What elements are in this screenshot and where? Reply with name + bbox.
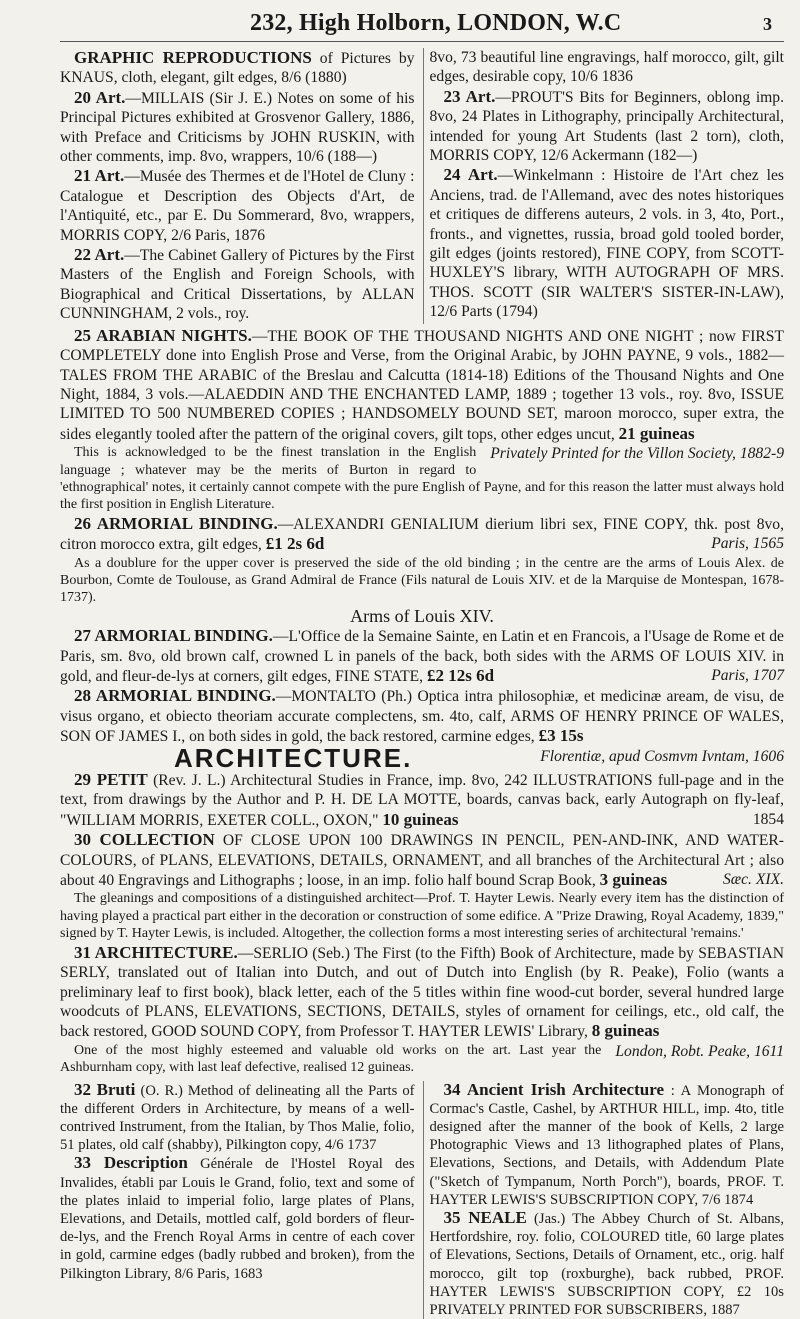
entry-price: 8 guineas (591, 1021, 660, 1041)
entry-text: —Musée des Thermes et de l'Hotel de Cluny : Catalogue et Description des Objects d'Art, de l'Antiquité, etc., par E. Du Sommerard, 8vo, wrappers, MORRIS COPY, 2/6 Paris, 1876 (60, 168, 415, 244)
entry-text: : A Monograph of Cormac's Castle, Cashel, by ARTHUR HILL, imp. 4to, title designed after the manner of the book of Kells, 2 large Photographic Views and 13 lithographed plates of Plans, Elevations, Sections, and Details, with Addendum Plate ("Sketch of Tympanum, North Porch"), boards, PROF. T. HAYTER LEWIS'S SUBSCRIPTION COPY, 7/6 1874 (429, 1082, 784, 1208)
entry-25-note: This is acknowledged to be the finest translation in the English language ; whatever may be the merits of Burton in regard to 'ethnographical' notes, it certainly cannot compete with the pure English of Payne, and for this reason the latter must always hold the first position in English Literature. (60, 445, 784, 513)
entry-imprint: Florentiæ, apud Cosmvm Ivntam, 1606 (540, 747, 784, 765)
entry-price: 21 guineas (618, 423, 695, 443)
entry-30 (60, 830, 784, 890)
right-column-bottom (423, 1081, 785, 1319)
entry-text: of Pictures by KNAUS, cloth, elegant, gilt edges, 8/6 (1880) (60, 50, 415, 87)
entry-lead: 26 ARMORIAL BINDING. (74, 513, 278, 533)
right-column-top (423, 48, 785, 324)
entry-price: 10 guineas (382, 809, 459, 829)
entry-text: —MONTALTO (Ph.) Optica intra philosophiæ, et medicinæ aream, de visu, de visus organo, et obiecto theoriam accurate complectens, sm. 4to, calf, ARMS OF HENRY PRINCE OF WALES, SON OF JAMES I., on both sides in gold, the back restored, carmine edges, (60, 688, 784, 746)
entry-23 (430, 87, 785, 166)
entry-lead: 27 ARMORIAL BINDING. (74, 626, 273, 646)
arms-caption: Arms of Louis XIV. (350, 605, 494, 626)
entry-imprint: Paris, 1565 (711, 535, 784, 553)
left-column-top (60, 48, 415, 324)
entry-31-note: One of the most highly esteemed and valuable old works on the art. Last year the Ashburnham copy, with last leaf defective, realised 12 guineas. (60, 1042, 602, 1076)
entry-21 (60, 166, 415, 245)
entry-text: (Jas.) The Abbey Church of St. Albans, Hertfordshire, roy. folio, COLOURED title, 60 large plates of Elevations, Sections, Details of Ornament, etc., orig. half morocco, gilt top (roxburghe), back rubbed, PROF. HAYTER LEWIS'S SUBSCRIPTION COPY, £2 10s PRIVATELY PRINTED FOR SUBSCRIBERS, 1887 (429, 1210, 784, 1318)
entry-25 (60, 325, 784, 463)
entry-text: —PROUT'S Bits for Beginners, oblong imp. 8vo, 24 Plates in Lithography, principally Architectural, intended for young Art Students (last 2 torn), cloth, MORRIS COPY, 12/6 Ackermann (182—) (429, 88, 785, 165)
entry-33 (60, 1154, 415, 1282)
entry-24 (430, 165, 785, 321)
full-width-entries (60, 326, 784, 1077)
entry-lead: 20 Art. (74, 87, 126, 107)
entry-lead: GRAPHIC REPRODUCTIONS (74, 48, 312, 67)
entry-lead: 32 Bruti (74, 1079, 136, 1099)
entry-text: —SERLIO (Seb.) The First (to the Fifth) Book of Architecture, made by SEBASTIAN SERLY, translated out of Italian into Dutch, and out of Dutch into English (by R. Peake), Folio (wants a preliminary leaf to first book), black letter, each of the 5 titles within fine wood-cut border, several hundred large woodcuts of PLANS, ELEVATIONS, SECTIONS, DETAILS, styles of ornament for ceilings, etc., old calf, the back restored, GOOD SOUND COPY, from Professor T. HAYTER LEWIS' Library, (60, 944, 784, 1041)
entry-lead: 25 ARABIAN NIGHTS. (74, 325, 252, 345)
entry-imprint: London, Robt. Peake, 1611 (615, 1042, 784, 1060)
entry-lead: 23 Art. (443, 86, 496, 106)
entry-imprint: Sæc. XIX. (722, 871, 784, 889)
entry-34 (430, 1081, 785, 1209)
entry-lead: 22 Art. (74, 245, 125, 265)
entry-text: —ALEXANDRI GENIALIUM dierium libri sex, FINE COPY, thk. post 8vo, citron morocco extra, gilt edges, (60, 515, 784, 554)
entry-22 (60, 245, 415, 324)
entry-lead: 28 ARMORIAL BINDING. (74, 686, 276, 706)
entry-price: £3 15s (538, 726, 584, 746)
header-rule (60, 41, 784, 42)
entry-20 (60, 88, 415, 167)
entry-text: (O. R.) Method of delineating all the Parts of the different Orders in Architecture, by means of a well-contrived Instrument, from the Italian, by Thos Malie, folio, 51 plates, old calf (shabby), Pilkington copy, 4/6 1737 (60, 1082, 415, 1154)
left-column-bottom (60, 1081, 415, 1319)
entry-text: —MILLAIS (Sir J. E.) Notes on some of his Principal Pictures exhibited at Grosvenor Gallery, 1886, with Preface and Criticisms by JOHN RUSKIN, with other comments, imp. 8vo, wrappers, 10/6 (188—) (60, 89, 415, 166)
entry-lead: 34 Ancient Irish Architecture (443, 1079, 664, 1099)
entry-22-continued (430, 48, 785, 87)
section-heading-architecture: ARCHITECTURE. (173, 742, 413, 773)
header-address: 232, High Holborn, LONDON, W.C (250, 10, 622, 36)
entry-text: Générale de l'Hostel Royal des Invalides, établi par Louis le Grand, folio, text and some of the plates inlaid to imperial folio, large plates of Plans, Elevations, and Details, mottled calf, gold borders of fleur-de-lys, and the French Royal Arms in centre of each cover in gold, carmine edges (badly rubbed and broken), from the Pilkington Library, 8/6 Paris, 1683 (60, 1156, 415, 1282)
entry-lead: 29 PETIT (74, 770, 148, 790)
entry-32 (60, 1081, 415, 1155)
entry-26-note: As a doublure for the upper cover is preserved the side of the old binding ; in the centre are the arms of Louis Alex. de Bourbon, Comte de Toulouse, as Grand Admiral de France (Fils natural de Louis XIV. et de la Marquise de Montespan, 1678-1737). (60, 555, 784, 606)
entry-imprint: Paris, 1707 (711, 667, 784, 684)
entry-lead: 33 Description (74, 1153, 188, 1173)
page-header (60, 10, 784, 37)
entry-27 (60, 626, 784, 686)
entry-text: —Winkelmann : Histoire de l'Art chez les Anciens, trad. de l'Allemand, avec des notes historiques et critiques de differens auteurs, 2 vols. in 3, 4to, Port., fronts., and vignettes, russia, broad gold tooled border, gilt edges (joints restored), FINE COPY, from SCOTT-HUXLEY'S library, WITH AUTOGRAPH OF MRS. THOS. SCOTT (SIR WALTER'S SISTER-IN-LAW), 12/6 Parts (1794) (429, 167, 784, 321)
entry-text: —The Cabinet Gallery of Pictures by the First Masters of the English and Foreign Schools, with Biographical and Critical Dissertations, by ALLAN CUNNINGHAM, 2 vols., roy. (60, 247, 415, 323)
entry-lead: 30 COLLECTION (74, 830, 215, 850)
entry-imprint: 1854 (752, 810, 784, 828)
entry-price: £1 2s 6d (265, 534, 325, 554)
entry-price: £2 12s 6d (426, 666, 495, 685)
entry-text: —L'Office de la Semaine Sainte, en Latin et en Francois, a l'Usage de Rome et de Paris, sm. 8vo, old brown calf, crowned L in panels of the back, both sides with the ARMS OF LOUIS XIV. in gold, and fleur-de-lys at corners, gilt edges, FINE STATE, (60, 628, 784, 685)
entry-imprint: Privately Printed for the Villon Society, 1882-9 (490, 445, 784, 463)
entry-lead: 24 Art. (443, 165, 498, 185)
entry-text: (Rev. J. L.) Architectural Studies in France, imp. 8vo, 242 ILLUSTRATIONS full-page and in the text, from drawings by the Author and P. H. DE LA MOTTE, boards, canvas back, early Autograph on fly-leaf, "WILLIAM MORRIS, EXETER COLL., OXON," (60, 772, 784, 829)
entry-lead: 21 Art. (74, 166, 125, 186)
entry-lead: 31 ARCHITECTURE. (74, 942, 238, 962)
entry-text: —THE BOOK OF THE THOUSAND NIGHTS AND ONE NIGHT ; now FIRST COMPLETELY done into English Prose and Verse, from the Original Arabic, by JOHN PAYNE, 9 vols., 1882—TALES FROM THE ARABIC of the Breslau and Calcutta (1814-18) Editions of the Thousand Nights and One Night, 1884, 3 vols.—ALAEDDIN AND THE ENCHANTED LAMP, 1889 ; together 13 vols., roy. 8vo, ISSUE LIMITED TO 500 NUMBERED COPIES ; HANDSOMELY BOUND SET, maroon morocco, super extra, the sides elegantly tooled after the pattern of the original covers, gilt tops, other edges uncut, (60, 327, 784, 443)
entry-26 (60, 514, 784, 555)
entry-text: 8vo, 73 beautiful line engravings, half morocco, gilt, gilt edges, desirable copy, 10/6 1836 (429, 49, 784, 86)
top-columns (60, 48, 784, 324)
entry-price: 3 guineas (599, 870, 668, 890)
entry-35 (430, 1209, 785, 1319)
bottom-columns (60, 1081, 784, 1319)
entry-29 (60, 770, 784, 830)
entry-graphic-reproductions (60, 48, 415, 88)
entry-text: OF CLOSE UPON 100 DRAWINGS IN PENCIL, PEN-AND-INK, AND WATER-COLOURS, of PLANS, ELEVATIONS, DETAILS, ORNAMENT, and all branches of the Architectural Art ; also about 40 Engravings and Lithographs ; loose, in an imp. folio half bound Scrap Book, (60, 832, 784, 890)
entry-30-note: The gleanings and compositions of a distinguished architect—Prof. T. Hayter Lewis. Nearly every item has the distinction of having played a practical part either in the decoration or construction of some edifice. A "Prize Drawing, Royal Academy, 1839," signed by T. Hayter Lewis, is included. Altogether, the collection forms a most interesting series of architectural 'remains.' (60, 891, 784, 942)
page-number: 3 (763, 14, 772, 34)
entry-lead: 35 NEALE (443, 1207, 527, 1227)
